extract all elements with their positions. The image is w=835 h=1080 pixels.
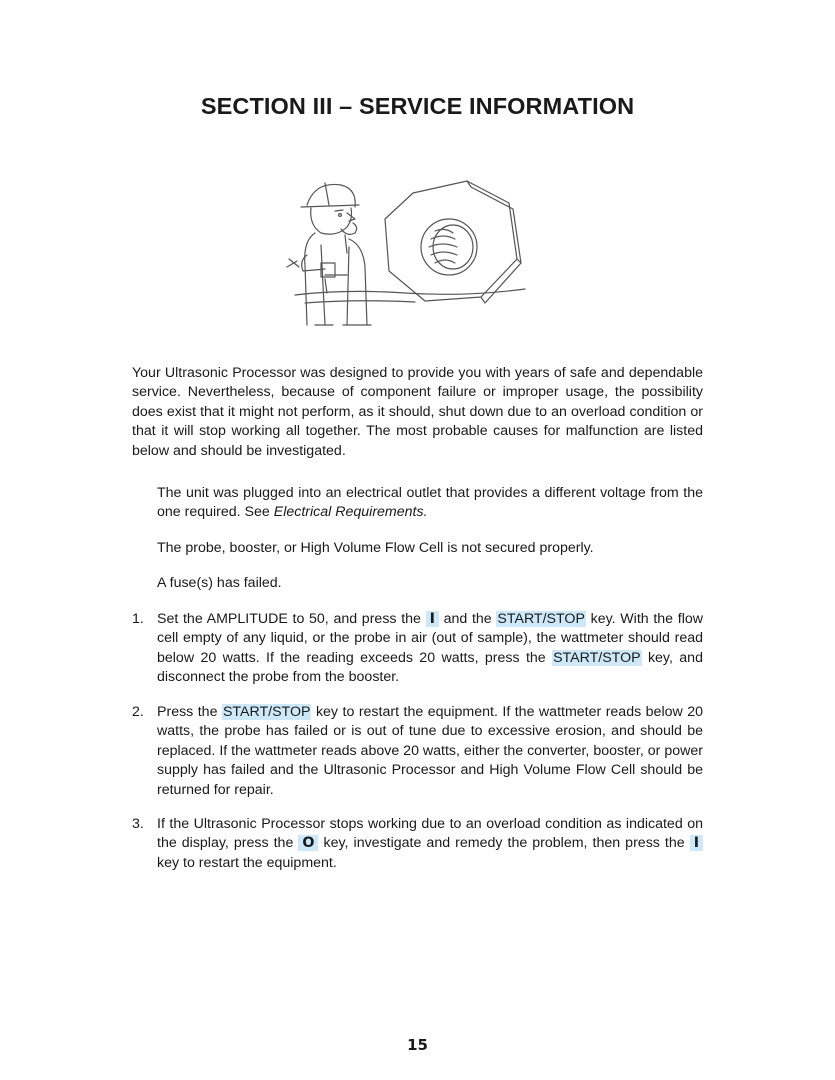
step-3-text-c: key to restart the equipment. bbox=[157, 854, 337, 871]
start-stop-key: START/STOP bbox=[553, 649, 641, 666]
step-2-text-a: Press the bbox=[157, 704, 218, 720]
start-stop-key: START/STOP bbox=[222, 704, 311, 720]
start-stop-key: START/STOP bbox=[497, 611, 585, 627]
step-1-text-d: key, and disconnect the probe from the booster. bbox=[157, 649, 703, 686]
step-3-text-b: key, investigate and remedy the problem, then press the bbox=[323, 835, 685, 852]
on-key-icon: I bbox=[690, 835, 703, 851]
cause-voltage-text: The unit was plugged into an electrical outlet that provides a different voltage from the one required. See bbox=[157, 485, 703, 521]
intro-paragraph: Your Ultrasonic Processor was designed to provide you with years of safe and dependable service. Nevertheless, because of component failure or improper usage, the possibility does exist that it might not perform, as it should, shut down due to an overload condition or that it will stop working all together. The most probable causes for malfunction are listed below and should be investigated. bbox=[132, 365, 703, 459]
on-key-icon: I bbox=[426, 611, 439, 627]
step-number: 1. bbox=[132, 611, 144, 627]
step-1-text-b: and the bbox=[443, 611, 492, 627]
step-text bbox=[157, 703, 703, 800]
step-text bbox=[157, 610, 703, 688]
step-number: 3. bbox=[132, 816, 144, 832]
step-text bbox=[157, 815, 703, 873]
worker-examining-nut-icon bbox=[285, 175, 535, 330]
step-2-text-b: key to restart the equipment. If the wattmeter reads below 20 watts, the probe has failed or is out of tune due to excessive erosion, and should be replaced. If the wattmeter reads above 20 watts, either the converter, booster, or power supply has failed and the Ultrasonic Processor and High Volume Flow Cell should be returned for repair. bbox=[157, 704, 703, 798]
step-3-text-a: If the Ultrasonic Processor stops working due to an overload condition as indicated on the display, press the bbox=[157, 816, 703, 852]
step-1-text-a: Set the AMPLITUDE to 50, and press the bbox=[157, 611, 421, 627]
step-1-text-c: key. With the flow cell empty of any liquid, or the probe in air (out of sample), the wattmeter should read below 20 watts. If the reading exceeds 20 watts, press the bbox=[157, 611, 703, 666]
electrical-requirements-reference: Electrical Requirements. bbox=[273, 504, 428, 521]
cause-probe-secured: The probe, booster, or High Volume Flow Cell is not secured properly. bbox=[157, 540, 594, 556]
cause-voltage bbox=[157, 484, 703, 523]
cause-fuse: A fuse(s) has failed. bbox=[157, 575, 282, 591]
step-number: 2. bbox=[132, 704, 144, 720]
page-title: SECTION III – SERVICE INFORMATION bbox=[200, 93, 635, 119]
page-number: 15 bbox=[407, 1036, 428, 1054]
off-key-icon: O bbox=[298, 835, 318, 851]
